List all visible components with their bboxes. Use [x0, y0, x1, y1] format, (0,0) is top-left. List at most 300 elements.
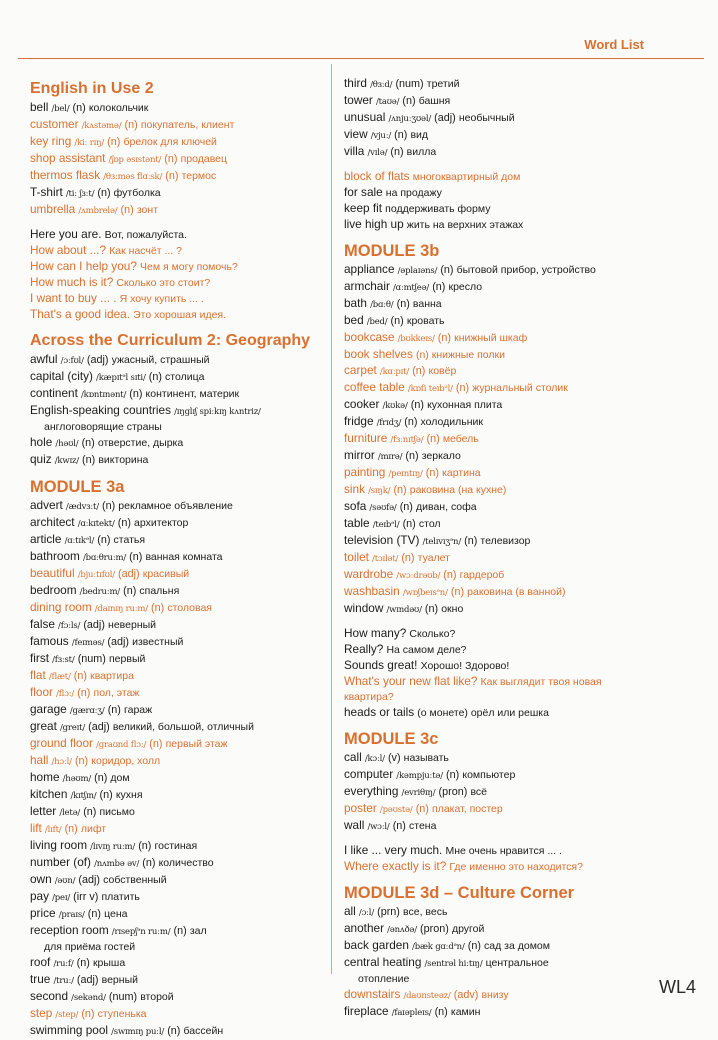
entry-part-of-speech: (n) — [64, 823, 78, 835]
word-entry — [30, 989, 322, 1006]
entry-part-of-speech: (num) — [395, 78, 424, 90]
word-entry — [344, 465, 660, 482]
word-entry — [344, 516, 660, 533]
entry-part-of-speech: (n) — [412, 365, 426, 377]
entry-phonetic: /faɪəpleɪs/ — [391, 1008, 432, 1018]
entry-part-of-speech: (pron) — [420, 923, 449, 935]
entry-translation: Сколько? — [409, 628, 456, 640]
entry-word: table — [344, 516, 370, 530]
entry-word: window — [344, 601, 384, 615]
entry-word: view — [344, 127, 368, 141]
entry-word: bath — [344, 296, 367, 310]
entry-part-of-speech: (n) — [393, 484, 407, 496]
entry-translation: гардероб — [459, 569, 505, 581]
entry-part-of-speech: (n) — [164, 153, 178, 165]
entry-translation: покупатель, клиент — [140, 119, 235, 131]
entry-translation: статья — [113, 534, 146, 546]
entry-word: roof — [30, 955, 51, 969]
word-entry — [344, 904, 660, 921]
entry-translation: Хорошо! Здорово! — [420, 660, 510, 672]
entry-phonetic: /wɒʃbeɪsᵊn/ — [402, 588, 448, 598]
word-entry — [344, 414, 660, 431]
entry-phonetic: /step/ — [55, 1010, 79, 1020]
entry-part-of-speech: (n) — [167, 1025, 181, 1037]
entry-translation: колокольчик — [88, 102, 149, 114]
entry-phonetic: /fɔːls/ — [58, 621, 81, 631]
word-entry — [30, 307, 322, 323]
entry-part-of-speech: (n) — [107, 704, 121, 716]
word-entry — [344, 185, 660, 201]
entry-translation: кухня — [115, 789, 143, 801]
entry-word: Sounds great! — [344, 658, 418, 672]
word-entry — [30, 227, 322, 243]
word-entry — [30, 685, 322, 702]
entry-word: architect — [30, 515, 75, 529]
entry-translation: викторина — [98, 454, 149, 466]
entry-part-of-speech: (n) — [97, 534, 111, 546]
word-entry — [344, 144, 660, 161]
entry-phonetic: /ʌnjuːʒʊəl/ — [388, 114, 432, 124]
word-entry — [30, 923, 322, 940]
entry-translation: ванна — [412, 298, 442, 310]
entry-word: thermos flask — [30, 168, 101, 182]
entry-translation: мебель — [442, 433, 479, 445]
entry-part-of-speech: (n) — [425, 467, 439, 479]
entry-phonetic: /kæpɪtᵊl sɪti/ — [96, 373, 146, 383]
entry-part-of-speech: (n) — [142, 857, 156, 869]
word-entry — [344, 972, 660, 987]
entry-word: cooker — [344, 397, 380, 411]
entry-phonetic: /taʊə/ — [375, 97, 400, 107]
entry-phonetic: /vjuː/ — [370, 131, 392, 141]
word-entry — [344, 550, 660, 567]
entry-translation: гостиная — [154, 840, 198, 852]
entry-word: central heating — [344, 955, 422, 969]
word-entry — [344, 921, 660, 938]
entry-word: T-shirt — [30, 185, 63, 199]
entry-translation: Как выглядит твоя новая — [480, 676, 602, 688]
entry-part-of-speech: (n) — [124, 119, 138, 131]
entry-word: bed — [344, 313, 364, 327]
entry-part-of-speech: (n) — [107, 136, 121, 148]
word-entry — [344, 784, 660, 801]
word-entry — [344, 533, 660, 550]
entry-phonetic: /greɪt/ — [60, 723, 85, 733]
entry-word: I like ... very much. — [344, 843, 443, 857]
entry-translation: Чем я могу помочь? — [140, 261, 238, 273]
entry-phonetic: /flɔː/ — [56, 689, 75, 699]
entry-translation: бассейн — [183, 1025, 224, 1037]
word-entry — [344, 1004, 660, 1021]
entry-phonetic: /bʊkkeɪs/ — [397, 334, 435, 344]
word-entry — [344, 110, 660, 127]
word-entry — [30, 668, 322, 685]
entry-part-of-speech: (n) — [402, 518, 416, 530]
entry-word: bedroom — [30, 583, 77, 597]
entry-translation: журнальный столик — [472, 382, 568, 394]
spacer — [344, 835, 660, 843]
entry-word: tower — [344, 93, 373, 107]
entry-word: key ring — [30, 134, 72, 148]
word-entry — [344, 93, 660, 110]
entry-word: appliance — [344, 262, 395, 276]
word-entry — [344, 127, 660, 144]
word-entry — [30, 753, 322, 770]
entry-phonetic: /kʌstəmə/ — [81, 121, 122, 131]
entry-translation: неверный — [108, 619, 157, 631]
entry-phonetic: /lɪft/ — [44, 825, 62, 835]
entry-phonetic: /truː/ — [53, 976, 74, 986]
entry-translation: раковина (в ванной) — [467, 586, 566, 598]
entry-part-of-speech: (n) — [87, 908, 101, 920]
entry-translation: Где именно это находится? — [449, 861, 583, 873]
word-entry — [344, 397, 660, 414]
entry-phonetic: /ɔːfʊl/ — [60, 356, 84, 366]
word-entry — [344, 843, 660, 859]
entry-part-of-speech: (n) — [117, 517, 131, 529]
word-entry — [30, 549, 322, 566]
entry-translation: стена — [409, 820, 437, 832]
entry-phonetic: /telɪvɪʒᵊn/ — [422, 537, 461, 547]
section-heading: MODULE 3a — [30, 478, 125, 496]
word-entry — [344, 296, 660, 313]
word-entry — [344, 567, 660, 584]
entry-translation: великий, большой, отличный — [112, 721, 254, 733]
entry-word: downstairs — [344, 987, 401, 1001]
entry-phonetic: /bjuːtɪfʊl/ — [77, 570, 115, 580]
entry-word: washbasin — [344, 584, 400, 598]
entry-translation: зал — [189, 925, 207, 937]
word-entry — [344, 601, 660, 618]
word-entry — [30, 566, 322, 583]
entry-part-of-speech: (adj) — [107, 636, 129, 648]
entry-part-of-speech: (n) — [464, 535, 478, 547]
entry-word: That's a good idea. — [30, 307, 130, 321]
entry-translation: верный — [101, 974, 138, 986]
entry-phonetic: /frɪdʒ/ — [376, 418, 402, 428]
word-entry — [344, 482, 660, 499]
entry-word: How can I help you? — [30, 259, 137, 273]
entry-translation: ужасный, страшный — [111, 354, 210, 366]
entry-phonetic: /gærɑːʒ/ — [69, 706, 105, 716]
entry-phonetic: /wɔːl/ — [367, 822, 390, 832]
entry-translation: диван, софа — [416, 501, 477, 513]
entry-part-of-speech: (adj) — [88, 721, 110, 733]
entry-phonetic: /kɑːpɪt/ — [379, 367, 410, 377]
entry-translation: (n) книжные полки — [415, 349, 505, 361]
entry-part-of-speech: (prn) — [377, 906, 400, 918]
entry-part-of-speech: (n) — [99, 789, 113, 801]
word-entry — [30, 787, 322, 804]
entry-part-of-speech: (adj) — [434, 112, 456, 124]
entry-translation: платить — [101, 891, 140, 903]
entry-translation: башня — [418, 95, 451, 107]
entry-word: How many? — [344, 626, 407, 640]
entry-part-of-speech: (n) — [76, 957, 90, 969]
entry-translation: всё — [470, 786, 487, 798]
entry-part-of-speech: (n) — [83, 806, 97, 818]
word-entry — [30, 719, 322, 736]
entry-phonetic: /bel/ — [51, 104, 70, 114]
entry-part-of-speech: (adj) — [76, 974, 99, 986]
word-entry — [30, 275, 322, 291]
entry-word: garage — [30, 702, 67, 716]
page-number: WL4 — [658, 977, 696, 997]
entry-phonetic: /kɒfi teɪbᵊl/ — [407, 384, 453, 394]
entry-translation: вид — [410, 129, 429, 141]
entry-word: dining room — [30, 600, 92, 614]
word-entry — [344, 801, 660, 818]
entry-translation: плакат, постер — [432, 803, 503, 815]
entry-translation: все, весь — [403, 906, 448, 918]
entry-phonetic: /wɔːdrəʊb/ — [396, 571, 441, 581]
entry-word: swimming pool — [30, 1023, 109, 1037]
entry-word: step — [30, 1006, 53, 1020]
spacer — [344, 721, 660, 728]
entry-phonetic: /mɪrə/ — [377, 452, 403, 462]
word-entry — [30, 151, 322, 168]
entry-word: television (TV) — [344, 533, 420, 547]
entry-translation: коридор, холл — [91, 755, 161, 767]
word-entry — [30, 532, 322, 549]
entry-word: Where exactly is it? — [344, 859, 447, 873]
entry-translation: Мне очень нравится ... . — [445, 845, 562, 857]
word-entry — [30, 498, 322, 515]
entry-word: sink — [344, 482, 365, 496]
entry-phonetic: /bed/ — [366, 317, 388, 327]
entry-word: bathroom — [30, 549, 80, 563]
entry-translation: окно — [441, 603, 464, 615]
entry-translation: раковина (на кухне) — [409, 484, 507, 496]
entry-part-of-speech: (n) — [390, 146, 404, 158]
entry-translation: ступенька — [97, 1008, 147, 1020]
entry-part-of-speech: (n) — [467, 940, 481, 952]
entry-word: pay — [30, 889, 50, 903]
entry-word: own — [30, 872, 52, 886]
entry-translation: рекламное объявление — [118, 500, 233, 512]
word-entry — [30, 243, 322, 259]
word-entry — [30, 634, 322, 651]
word-entry — [30, 117, 322, 134]
word-entry — [344, 674, 660, 690]
right-column — [344, 76, 660, 1021]
entry-part-of-speech: (n) — [455, 382, 470, 394]
entry-word: quiz — [30, 452, 52, 466]
entry-phonetic: /lɪvɪŋ ruːm/ — [90, 842, 136, 852]
entry-word: sofa — [344, 499, 367, 513]
entry-part-of-speech: (n) — [129, 551, 143, 563]
entry-phonetic: /kʊkə/ — [382, 401, 408, 411]
entry-part-of-speech: (adj) — [118, 568, 140, 580]
spacer — [30, 469, 322, 476]
entry-word: English-speaking countries — [30, 403, 171, 417]
entry-phonetic: /hɔːl/ — [51, 757, 72, 767]
entry-phonetic: /ædvɜːt/ — [65, 502, 99, 512]
word-entry — [344, 658, 660, 674]
entry-word: armchair — [344, 279, 390, 293]
word-entry — [30, 185, 322, 202]
word-entry — [30, 855, 322, 872]
entry-phonetic: /ɔːl/ — [358, 908, 374, 918]
word-entry — [344, 262, 660, 279]
entry-word: capital (city) — [30, 369, 93, 383]
entry-translation: третий — [426, 78, 460, 90]
entry-phonetic: /kwɪz/ — [54, 456, 79, 466]
entry-word: flat — [30, 668, 46, 682]
entry-translation: продавец — [180, 153, 228, 165]
word-entry — [344, 380, 660, 397]
word-entry — [344, 347, 660, 363]
spacer — [30, 219, 322, 227]
entry-part-of-speech: (n) — [94, 772, 108, 784]
word-entry — [344, 363, 660, 380]
entry-word: How much is it? — [30, 275, 114, 289]
entry-translation: центральное — [485, 957, 549, 969]
entry-translation: собственный — [103, 874, 167, 886]
entry-word: furniture — [344, 431, 388, 445]
entry-phonetic: /teɪbᵊl/ — [372, 520, 400, 530]
entry-translation: квартира? — [344, 691, 394, 703]
entry-part-of-speech: (n) — [399, 501, 413, 513]
entry-phonetic: /fɜːst/ — [52, 655, 75, 665]
spacer — [30, 323, 322, 330]
entry-translation: зонт — [136, 204, 159, 216]
word-entry — [30, 291, 322, 307]
entry-translation: пол, этаж — [93, 687, 140, 699]
word-entry — [344, 955, 660, 972]
entry-phonetic: /pəʊstə/ — [379, 805, 413, 815]
entry-word: bell — [30, 100, 49, 114]
entry-part-of-speech: (n) — [149, 738, 163, 750]
entry-translation: количество — [158, 857, 214, 869]
entry-phonetic: /praɪs/ — [58, 910, 85, 920]
entry-part-of-speech: (n) — [120, 204, 134, 216]
entry-part-of-speech: (n) — [437, 332, 451, 344]
entry-part-of-speech: (n) — [405, 450, 419, 462]
entry-phonetic: /nʌmbə əv/ — [94, 859, 140, 869]
section-heading: MODULE 3c — [344, 730, 439, 748]
word-entry — [344, 279, 660, 296]
entry-word: floor — [30, 685, 53, 699]
entry-word: awful — [30, 352, 58, 366]
word-entry — [344, 431, 660, 448]
word-entry — [30, 770, 322, 787]
word-entry — [30, 955, 322, 972]
entry-word: Here you are. — [30, 227, 102, 241]
entry-word: price — [30, 906, 56, 920]
entry-word: keep fit — [344, 201, 383, 215]
entry-phonetic: /peɪntɪŋ/ — [388, 469, 423, 479]
entry-part-of-speech: (v) — [387, 752, 401, 764]
word-entry — [344, 859, 660, 875]
entry-translation: для приёма гостей — [44, 941, 136, 953]
entry-word: ground floor — [30, 736, 93, 750]
entry-phonetic: /kɒntɪnənt/ — [81, 390, 127, 400]
entry-word: third — [344, 76, 367, 90]
entry-phonetic: /kiː rɪŋ/ — [74, 138, 105, 148]
entry-part-of-speech: (n) — [426, 433, 440, 445]
entry-translation: первый — [109, 653, 146, 665]
entry-word: villa — [344, 144, 365, 158]
header-title: Word List — [584, 37, 644, 52]
entry-phonetic: /ənʌðə/ — [387, 925, 417, 935]
word-entry — [30, 403, 322, 420]
entry-word: everything — [344, 784, 399, 798]
entry-phonetic: /flæt/ — [48, 672, 71, 682]
entry-part-of-speech: (n) — [151, 602, 165, 614]
word-entry — [30, 702, 322, 719]
entry-translation: камин — [450, 1006, 481, 1018]
entry-phonetic: /ɑːmtʃeə/ — [393, 283, 430, 293]
word-entry — [30, 583, 322, 600]
entry-translation: кровать — [406, 315, 445, 327]
entry-translation: называть — [403, 752, 449, 764]
entry-part-of-speech: (n) — [440, 264, 454, 276]
entry-translation: отверстие, дырка — [97, 437, 184, 449]
entry-translation: книжный шкаф — [454, 332, 528, 344]
entry-part-of-speech: (n) — [81, 437, 95, 449]
entry-translation: брелок для ключей — [123, 136, 217, 148]
entry-phonetic: /daʊnsteəz/ — [403, 991, 451, 1001]
word-entry — [30, 838, 322, 855]
entry-translation: бытовой прибор, устройство — [456, 264, 596, 276]
entry-phonetic: /rɪsepʃᵊn ruːm/ — [111, 927, 171, 937]
entry-part-of-speech: (adj) — [78, 874, 100, 886]
entry-word: poster — [344, 801, 377, 815]
entry-translation: столица — [165, 371, 205, 383]
section-heading: English in Use 2 — [30, 80, 154, 97]
entry-word: unusual — [344, 110, 386, 124]
entry-translation: поддерживать форму — [385, 203, 491, 215]
word-entry — [344, 313, 660, 330]
entry-phonetic: /θɜːd/ — [370, 80, 393, 90]
entry-part-of-speech: (n) — [392, 820, 406, 832]
entry-phonetic: /feɪməs/ — [71, 638, 105, 648]
entry-part-of-speech: (n) — [81, 1008, 95, 1020]
word-entry — [30, 168, 322, 185]
spacer — [344, 618, 660, 626]
entry-translation: столовая — [167, 602, 212, 614]
word-entry — [30, 889, 322, 906]
entry-word: living room — [30, 838, 88, 852]
entry-translation: Это хорошая идея. — [133, 309, 227, 321]
entry-part-of-speech: (n) — [404, 416, 418, 428]
word-entry — [30, 940, 322, 955]
word-entry — [30, 369, 322, 386]
word-entry — [344, 448, 660, 465]
entry-word: coffee table — [344, 380, 405, 394]
entry-translation: Сколько это стоит? — [116, 277, 211, 289]
entry-word: second — [30, 989, 69, 1003]
word-entry — [344, 499, 660, 516]
word-entry — [30, 259, 322, 275]
word-entry — [30, 906, 322, 923]
word-entry — [30, 821, 322, 838]
entry-translation: континент, материк — [145, 388, 240, 400]
word-entry — [30, 435, 322, 452]
entry-word: carpet — [344, 363, 377, 377]
word-entry — [344, 767, 660, 784]
entry-translation: ковёр — [428, 365, 457, 377]
entry-word: first — [30, 651, 50, 665]
entry-phonetic: /kɪtʃɪn/ — [70, 791, 97, 801]
entry-translation: крыша — [92, 957, 126, 969]
word-entry — [30, 134, 322, 151]
entry-phonetic: /daɪnɪŋ ruːm/ — [94, 604, 148, 614]
entry-word: another — [344, 921, 385, 935]
entry-phonetic: /swɪmɪŋ puːl/ — [111, 1027, 165, 1037]
entry-translation: кухонная плита — [427, 399, 503, 411]
